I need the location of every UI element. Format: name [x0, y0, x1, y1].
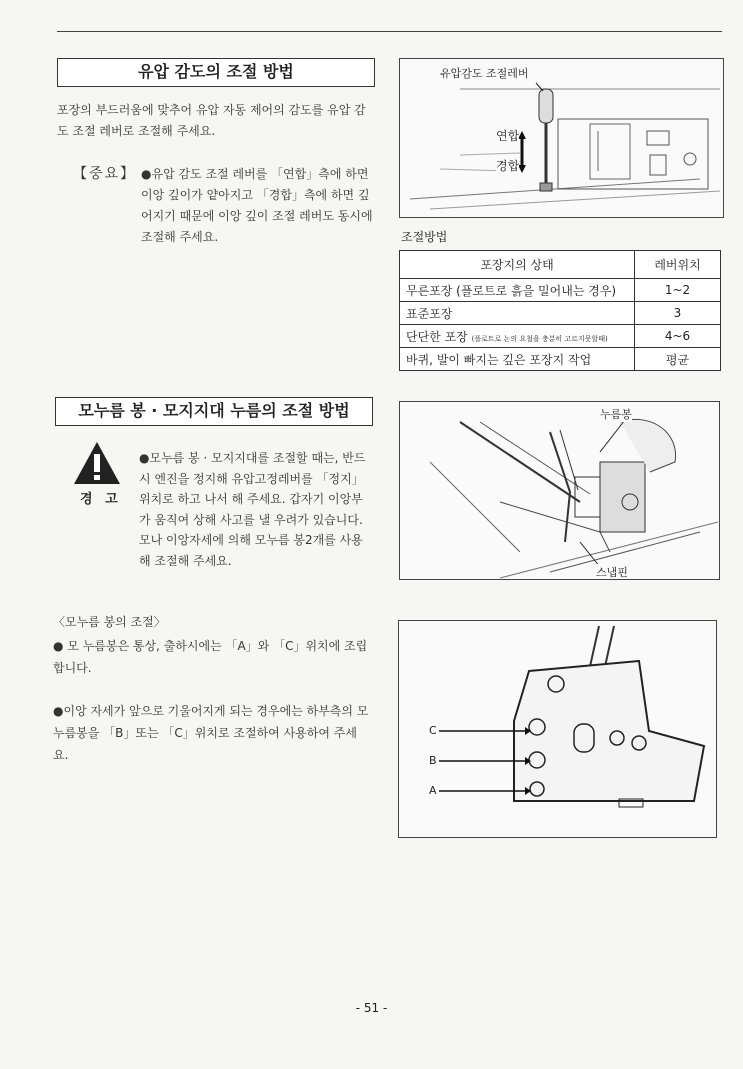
- lever-label: 유압감도 조절레버: [440, 67, 529, 80]
- cell-state: 바퀴, 발이 빠지는 깊은 포장지 작업: [400, 348, 635, 371]
- cell-position: 3: [635, 302, 721, 325]
- cell-position: 1~2: [635, 279, 721, 302]
- table-row: [400, 348, 721, 371]
- soft-label: 연합: [496, 129, 520, 143]
- page-number: - 51 -: [355, 1001, 388, 1015]
- top-rule: [57, 31, 722, 32]
- position-label-c: C: [429, 724, 437, 737]
- cell-note: (플로트로 논의 요철을 충분히 고르지못할때): [471, 334, 608, 343]
- cell-state: 표준포장: [400, 302, 635, 325]
- bullet-factory-position: ● 모 누름봉은 통상, 출하시에는 「A」와 「C」위치에 조립 합니다.: [53, 639, 368, 675]
- snap-pin-label: 스냅핀: [596, 566, 628, 579]
- rod-position-figure: [398, 620, 717, 838]
- hydraulic-lever-figure: [399, 58, 724, 218]
- table-row: [400, 325, 721, 348]
- rod-label: 누름봉: [600, 408, 632, 421]
- important-text: ●유압 감도 조절 레버를 「연합」측에 하면 이앙 깊이가 얕아지고 「경합」측에 하면 깊어지기 때문에 이앙 깊이 조절 레버도 동시에 조절해 주세요.: [141, 167, 373, 244]
- adjustment-table: [399, 250, 721, 371]
- section-title-marker: 모누름 봉 · 모지지대 누름의 조절 방법: [55, 397, 373, 426]
- section-title-hydraulic: 유압 감도의 조절 방법: [57, 58, 375, 87]
- position-label-a: A: [429, 784, 437, 797]
- important-label: 【중요】: [73, 166, 137, 182]
- table-row: [400, 302, 721, 325]
- subheading-rod-adjust: 〈모누름 봉의 조절〉: [53, 615, 166, 629]
- cell-state-with-note: [400, 325, 635, 348]
- rod-figure: [399, 401, 720, 580]
- cell-state: 무른포장 (플로트로 흙을 밀어내는 경우): [400, 279, 635, 302]
- bullet-forward-tilt: ●이앙 자세가 앞으로 기울어지게 되는 경우에는 하부측의 모 누름봉을 「B」또는 「C」위치로 조절하여 사용하여 주세요.: [53, 704, 369, 762]
- table-caption: 조절방법: [401, 230, 448, 244]
- column-header-position: 레버위치: [635, 251, 721, 279]
- warning-icon: [72, 440, 122, 490]
- cell-position: 4~6: [635, 325, 721, 348]
- table-header-row: [400, 251, 721, 279]
- column-header-state: 포장지의 상태: [400, 251, 635, 279]
- warning-text: ●모누름 봉 · 모지지대를 조절할 때는, 반드시 엔진을 정지해 유압고정레버를 「정지」위치로 하고 나서 해 주세요. 갑자기 이앙부가 움직여 상해 사고를 낼 우려가 있습니다.모나 이앙자세에 의해 모누름 봉2개를 사용해 조절해 주세요.: [139, 451, 366, 568]
- hard-label: 경합: [496, 159, 520, 173]
- cell-position: 평균: [635, 348, 721, 371]
- position-label-b: B: [429, 754, 437, 767]
- cell-state: 단단한 포장: [406, 329, 468, 344]
- warning-label: 경 고: [80, 492, 122, 507]
- table-row: [400, 279, 721, 302]
- hydraulic-intro: 포장의 부드러움에 맞추어 유압 자동 제어의 감도를 유압 감도 조절 레버로 조절해 주세요.: [57, 103, 366, 138]
